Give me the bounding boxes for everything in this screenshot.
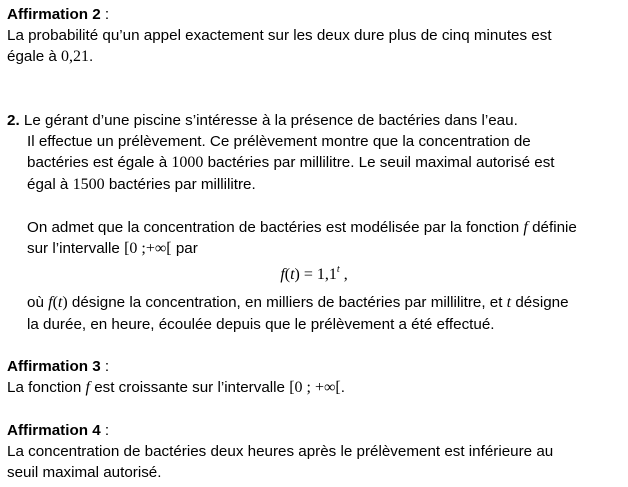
affirmation-3-text-a: La fonction [7, 379, 86, 396]
exercise-2-line-8: la durée, en heure, écoulée depuis que le prélèvement a été effectué. [27, 316, 495, 333]
affirmation-4-heading [7, 421, 109, 441]
exercise-2-line-1 [7, 111, 518, 131]
exercise-2-line-7a: où [27, 294, 49, 311]
affirmation-2-line-2-text: égale à [7, 48, 62, 65]
formula-rhs: = 1,1 [299, 266, 337, 283]
affirmation-3-interval: [0 ; +∞[ [289, 379, 341, 396]
exercise-2-line-6a: sur l’intervalle [27, 240, 125, 257]
exercise-2-line-4a: égal à [27, 176, 73, 193]
formula-t: t [290, 266, 295, 283]
exercise-2-line-5 [27, 218, 577, 238]
line-7-t2: t [506, 294, 512, 311]
affirmation-3-heading [7, 357, 109, 377]
exercise-2-line-7b: désigne la concentration, en milliers de bactéries par millilitre, et [67, 294, 507, 311]
exercise-2-line-2: Il effectue un prélèvement. Ce prélèvement montre que la concentration de [27, 133, 531, 150]
exercise-2-line-3 [27, 153, 555, 173]
formula-f: f [280, 266, 285, 283]
affirmation-2-colon: : [100, 6, 110, 23]
affirmation-2-probability: 0,21 [61, 48, 90, 65]
exercise-2-line-7c: désigne [511, 294, 569, 311]
formula-exponent: t [336, 264, 340, 275]
line-7-paren-close: ) [62, 294, 68, 311]
exercise-2-line-5a: On admet que la concentration de bactéries est modélisée par la fonction [27, 219, 524, 236]
affirmation-4-colon: : [100, 422, 110, 439]
line-7-t: t [57, 294, 63, 311]
affirmation-2-title: Affirmation 2 [7, 6, 101, 23]
affirmation-4-line-2: seuil maximal autorisé. [7, 464, 162, 481]
exercise-2-line-6b: par [171, 240, 198, 257]
exercise-2-line-6 [27, 239, 198, 259]
formula-end: , [339, 266, 348, 283]
line-7-f: f [48, 294, 53, 311]
affirmation-3-text [7, 378, 345, 398]
formula [0, 265, 628, 285]
affirmation-4-line-1: La concentration de bactéries deux heures après le prélèvement est inférieure au [7, 443, 554, 460]
affirmation-3-title: Affirmation 3 [7, 358, 101, 375]
line-7-paren-open: ( [52, 294, 58, 311]
affirmation-3-end: . [340, 379, 345, 396]
affirmation-3-colon: : [100, 358, 110, 375]
exercise-2-line-5b: définie [527, 219, 577, 236]
affirmation-2-line-2 [7, 47, 93, 67]
affirmation-2-heading [7, 5, 109, 25]
affirmation-4-title: Affirmation 4 [7, 422, 101, 439]
exercise-2-line-3b: bactéries par millilitre. Le seuil maximal autorisé est [203, 154, 555, 171]
initial-concentration-value: 1000 [171, 154, 204, 171]
exercise-2-line-1-text: Le gérant d’une piscine s’intéresse à la présence de bactéries dans l’eau. [19, 112, 518, 129]
affirmation-3-text-b: est croissante sur l’intervalle [89, 379, 290, 396]
affirmation-2-line-2-end: . [89, 48, 94, 65]
affirmation-3-f: f [85, 379, 90, 396]
formula-paren-close: ) [294, 266, 300, 283]
exercise-2-line-7 [27, 293, 569, 313]
affirmation-2-line-1: La probabilité qu’un appel exactement sur les deux dure plus de cinq minutes est [7, 27, 552, 44]
formula-paren-open: ( [284, 266, 291, 283]
function-f-symbol: f [523, 219, 528, 236]
exercise-2-line-3a: bactéries est égale à [27, 154, 172, 171]
domain-interval: [0 ;+∞[ [124, 240, 172, 257]
max-threshold-value: 1500 [72, 176, 105, 193]
exercise-2-number: 2. [7, 112, 20, 129]
exercise-2-line-4 [27, 175, 256, 195]
exercise-2-line-4b: bactéries par millilitre. [104, 176, 256, 193]
